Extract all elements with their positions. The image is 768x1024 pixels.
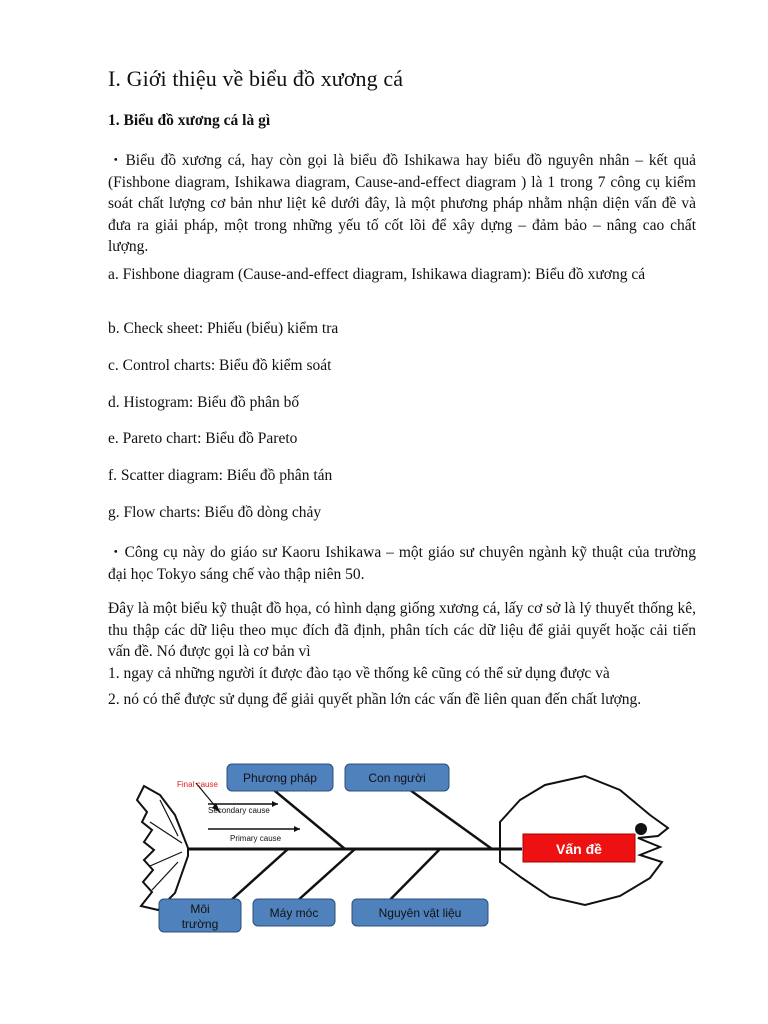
page-title: I. Giới thiệu về biểu đồ xương cá — [108, 66, 404, 91]
tool-item-b: b. Check sheet: Phiếu (biểu) kiểm tra — [108, 320, 339, 337]
tool-item-g: g. Flow charts: Biểu đồ dòng chảy — [108, 504, 322, 521]
reason-1: 1. ngay cả những người ít được đào tạo về thống kê cũng có thể sử dụng được và — [108, 665, 610, 682]
fish-eye — [635, 823, 647, 835]
origin-paragraph: ・Công cụ này do giáo sư Kaoru Ishikawa – một giáo sư chuyên ngành kỹ thuật của trường đại học Tokyo sáng chế vào thập niên 50. — [108, 544, 696, 583]
svg-text:Phương pháp: Phương pháp — [243, 771, 317, 785]
cause-box-moi-truong — [159, 899, 241, 932]
final-cause-label: Final cause — [177, 780, 218, 789]
intro-paragraph: ・Biểu đồ xương cá, hay còn gọi là biểu đồ Ishikawa hay biểu đồ nguyên nhân – kết quả (Fishbone diagram, Ishikawa diagram, Cause-and-effect diagram ) là 1 trong 7 công cụ kiểm soát chất lượng cơ bản như liệt kê dưới đây, là một phương pháp nhằm nhận diện vấn đề và đưa ra giải pháp, một trong những yếu tố cốt lõi để xây dựng – đảm bảo – nâng cao chất lượng. — [108, 152, 696, 255]
svg-text:Con người: Con người — [368, 771, 426, 785]
cause-box-phuong-phap — [227, 764, 333, 791]
svg-text:trường: trường — [181, 917, 219, 931]
primary-cause-label: Primary cause — [230, 834, 282, 843]
tool-item-d: d. Histogram: Biểu đồ phân bố — [108, 394, 300, 411]
tool-item-f: f. Scatter diagram: Biểu đồ phân tán — [108, 467, 333, 484]
svg-text:Môi: Môi — [190, 902, 210, 916]
tool-item-a: a. Fishbone diagram (Cause-and-effect diagram, Ishikawa diagram): Biểu đồ xương cá — [108, 266, 646, 283]
cause-box-con-nguoi — [345, 764, 449, 791]
section-heading: 1. Biểu đồ xương cá là gì — [108, 112, 271, 129]
tool-item-c: c. Control charts: Biểu đồ kiểm soát — [108, 357, 332, 374]
description-paragraph: Đây là một biểu kỹ thuật đồ họa, có hình dạng giống xương cá, lấy cơ sở là lý thuyết thống kê, thu thập các dữ liệu theo mục đích đã định, phân tích các dữ liệu để giải quyết hoặc cải tiến vấn đề. Nó được gọi là cơ bản vì — [108, 600, 696, 660]
reason-2: 2. nó có thể được sử dụng để giải quyết phần lớn các vấn đề liên quan đến chất lượng. — [108, 691, 642, 708]
cause-box-nguyen-vat-lieu — [352, 899, 488, 926]
svg-text:Nguyên vật liệu: Nguyên vật liệu — [378, 906, 462, 920]
tool-item-e: e. Pareto chart: Biểu đồ Pareto — [108, 430, 298, 447]
svg-text:Máy móc: Máy móc — [269, 906, 319, 920]
cause-box-may-moc — [253, 899, 335, 926]
problem-box — [523, 834, 635, 862]
secondary-cause-label: Secondary cause — [208, 806, 270, 815]
svg-text:Vấn đề: Vấn đề — [556, 841, 602, 857]
